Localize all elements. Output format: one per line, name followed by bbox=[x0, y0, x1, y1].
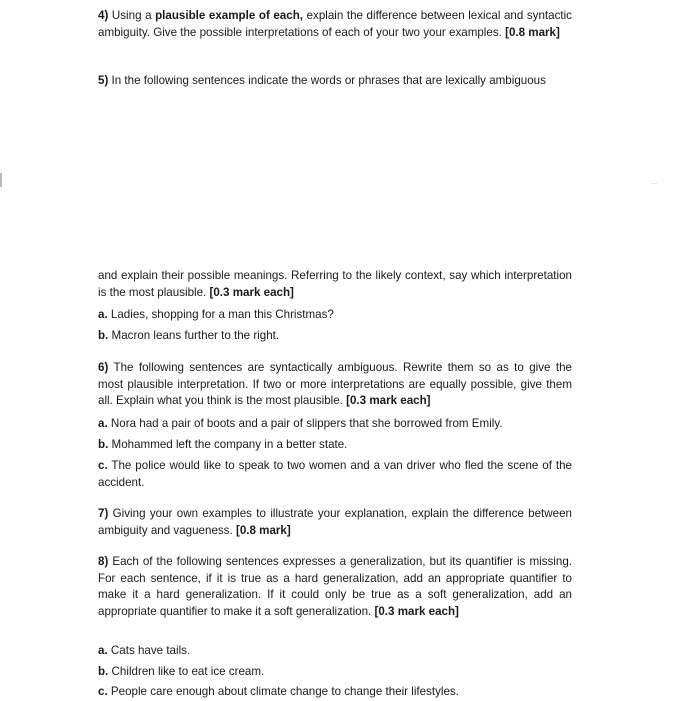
question-5-item-b-text: Macron leans further to the right. bbox=[111, 329, 280, 342]
question-4 bbox=[98, 8, 572, 41]
question-5-cont-line: and explain their possible meanings. Referring to the likely context, say which interpretation is the most plausible. bbox=[98, 269, 572, 299]
question-7-body: Giving your own examples to illustrate your explanation, explain the difference between ambiguity and vagueness. bbox=[98, 507, 572, 537]
question-8-item-a-label: a. bbox=[98, 644, 108, 657]
question-6-item-b-text: Mohammed left the company in a better state. bbox=[111, 438, 348, 451]
question-4-text-part2: explain the difference between lexical and syntactic ambiguity. Give the possible interpretations of each of your two your examples. bbox=[98, 9, 572, 39]
question-6-text bbox=[98, 360, 572, 410]
page-edge-mark bbox=[0, 173, 2, 187]
question-6-item-a-label: a. bbox=[98, 417, 108, 430]
question-8-item-a bbox=[98, 643, 572, 660]
question-5-item-a bbox=[98, 307, 572, 324]
question-6 bbox=[98, 360, 572, 410]
question-6-mark: [0.3 mark each] bbox=[346, 394, 431, 407]
question-6-item-b-label: b. bbox=[98, 438, 109, 451]
question-5-intro-line: In the following sentences indicate the words or phrases that are lexically ambiguous bbox=[111, 74, 546, 87]
question-7-number: 7) bbox=[98, 507, 109, 520]
question-5-mark: [0.3 mark each] bbox=[209, 285, 294, 299]
question-8-item-c-label: c. bbox=[98, 685, 108, 698]
question-5-item-a-label: a. bbox=[98, 308, 108, 321]
question-8-mark: [0.3 mark each] bbox=[374, 604, 459, 618]
question-6-item-c-text: The police would like to speak to two women and a van driver who fled the scene of the accident. bbox=[98, 459, 572, 489]
question-6-item-c-label: c. bbox=[98, 459, 108, 472]
question-4-text bbox=[98, 8, 572, 41]
question-6-number: 6) bbox=[98, 361, 109, 374]
question-8-text bbox=[98, 554, 572, 620]
question-5-number: 5) bbox=[98, 74, 109, 87]
question-7-text bbox=[98, 506, 572, 539]
question-4-mark: [0.8 mark] bbox=[505, 25, 560, 39]
question-8-item-b bbox=[98, 664, 572, 681]
question-5-continuation bbox=[98, 268, 572, 301]
question-8-number: 8) bbox=[98, 555, 109, 568]
question-6-item-a bbox=[98, 416, 572, 433]
question-8-item-b-label: b. bbox=[98, 665, 109, 678]
question-5-continuation-text bbox=[98, 268, 572, 301]
question-5-intro bbox=[98, 73, 572, 90]
question-6-item-b bbox=[98, 437, 572, 454]
question-5-item-b-label: b. bbox=[98, 329, 109, 342]
question-6-item-c bbox=[98, 458, 572, 491]
question-8 bbox=[98, 554, 572, 620]
page-edge-mark-right bbox=[651, 183, 657, 184]
question-6-body: The following sentences are syntactically ambiguous. Rewrite them so as to give the most plausible interpretation. If two or more interpretations are equally possible, give them all. Explain what you think is the most plausible. bbox=[98, 361, 572, 407]
question-8-item-b-text: Children like to eat ice cream. bbox=[111, 665, 265, 678]
question-5-intro-text bbox=[98, 73, 572, 90]
question-4-number: 4) bbox=[98, 9, 109, 22]
question-5-item-a-text: Ladies, shopping for a man this Christmas? bbox=[110, 308, 334, 321]
question-8-item-c-text: People care enough about climate change to change their lifestyles. bbox=[110, 685, 459, 698]
question-8-item-a-text: Cats have tails. bbox=[110, 644, 191, 657]
question-5-item-b bbox=[98, 328, 572, 345]
question-8-body: Each of the following sentences expresses a generalization, but its quantifier is missing. For each sentence, if it is true as a hard generalization, add an appropriate quantifier to make it a hard generalization. If it could only be true as a soft generalization, add an appropriate quantifier to make it a soft generalization. bbox=[98, 555, 572, 618]
question-7 bbox=[98, 506, 572, 539]
question-4-emphasis: plausible example of each, bbox=[155, 9, 304, 22]
question-4-text-part1: Using a bbox=[111, 9, 152, 22]
question-8-item-c bbox=[98, 684, 572, 701]
question-6-item-a-text: Nora had a pair of boots and a pair of slippers that she borrowed from Emily. bbox=[110, 417, 503, 430]
question-7-mark: [0.8 mark] bbox=[235, 523, 291, 537]
